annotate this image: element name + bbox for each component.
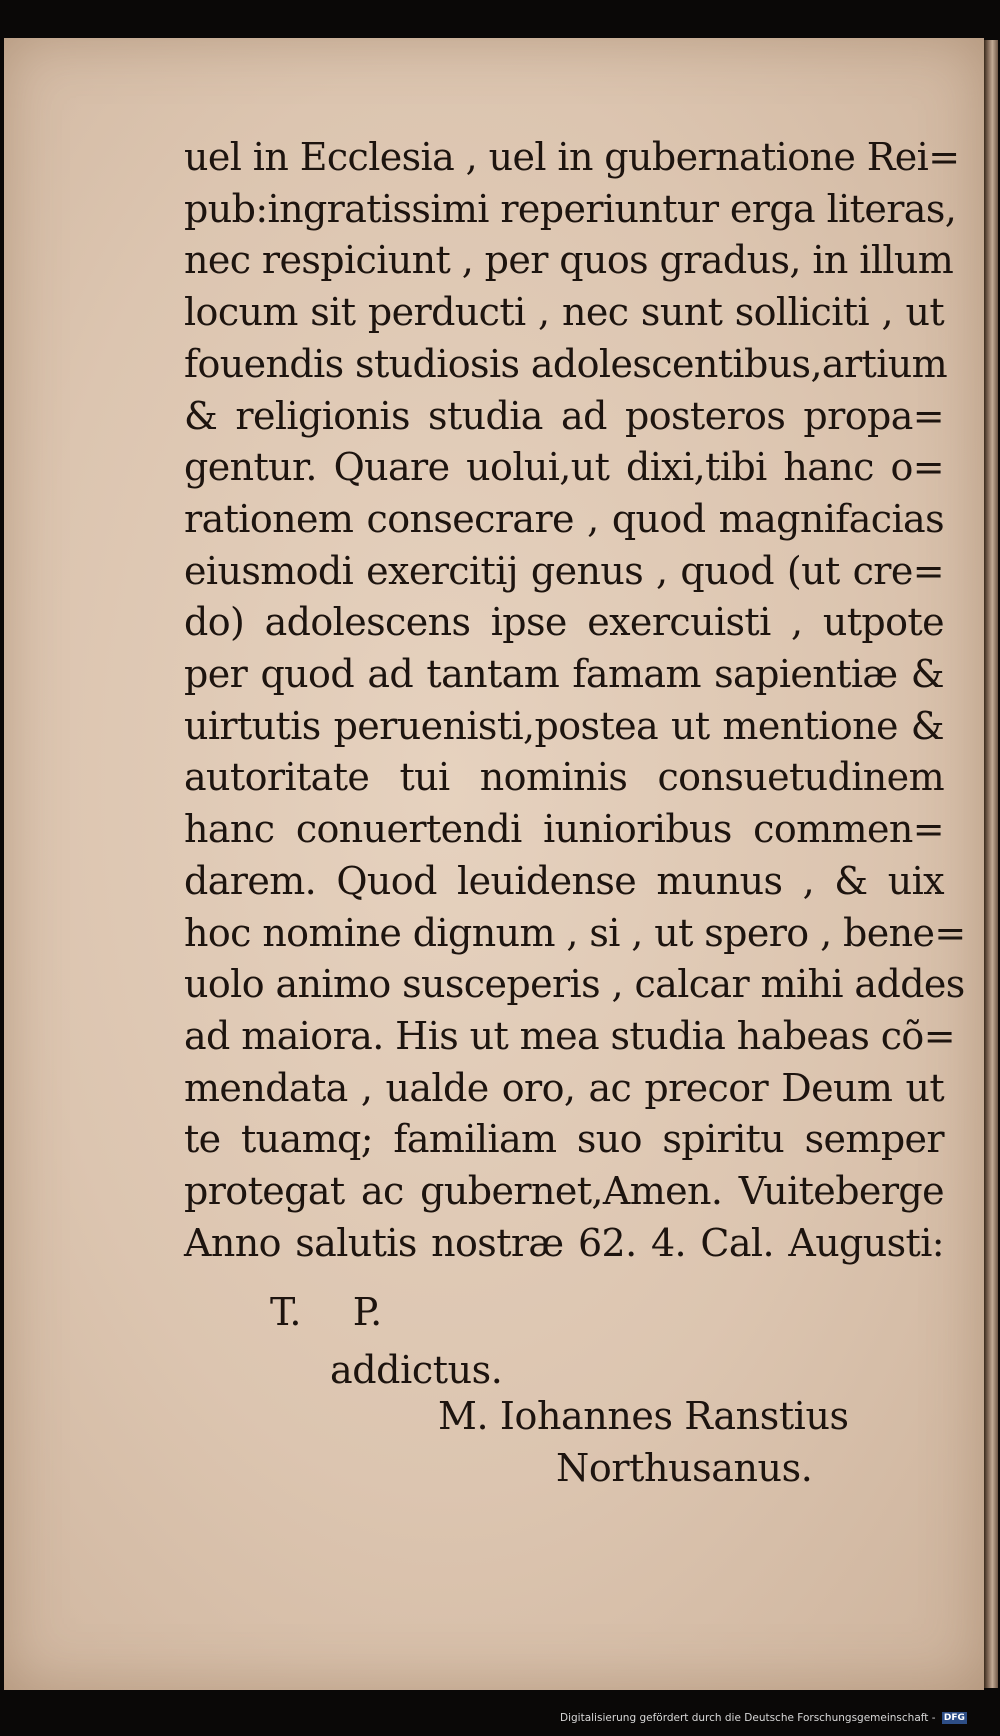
text-line: pub:ingratissimi reperiuntur erga literas, [184, 186, 957, 231]
body-text [184, 132, 966, 1269]
text-line: uel in Ecclesia , uel in gubernatione Rei= [184, 135, 960, 179]
text-line: & religionis studia ad posteros propa= [184, 393, 944, 438]
text-line: per quod ad tantam famam sapientiæ & [184, 652, 944, 697]
footer-credit: Digitalisierung gefördert durch die Deutsche Forschungsgemeinschaft - [560, 1712, 936, 1724]
text-line: rationem consecrare , quod magnifacias [184, 496, 944, 541]
page-edge [984, 40, 998, 1688]
dfg-logo-icon: DFG [943, 1713, 965, 1723]
text-line: eiusmodi exercitij genus , quod (ut cre= [184, 548, 944, 593]
text-line: ad maiora. His ut mea studia habeas cõ= [184, 1013, 955, 1058]
text-line: gentur. Quare uolui,ut dixi,tibi hanc o= [184, 445, 944, 490]
text-line: nec respiciunt , per quos gradus, in illum [184, 238, 954, 283]
signature-place: Northusanus. [556, 1446, 813, 1490]
text-line: mendata , ualde oro, ac precor Deum ut [184, 1065, 944, 1110]
text-line: darem. Quod leuidense munus , & uix [184, 858, 944, 903]
text-line: locum sit perducti , nec sunt solliciti , ut [184, 290, 944, 335]
signature-name: M. Iohannes Ranstius [438, 1394, 849, 1438]
text-line: uolo animo susceperis , calcar mihi addes [184, 962, 965, 1007]
digitization-footer [560, 1712, 967, 1724]
text-line: Anno salutis nostræ 62. 4. Cal. Augusti: [184, 1220, 944, 1265]
text-line: do) adolescens ipse exercuisti , utpote [184, 600, 944, 645]
text-line: hoc nomine dignum , si , ut spero , bene= [184, 910, 966, 955]
text-line: autoritate tui nominis consuetudinem [184, 755, 944, 800]
signature-initials: T. P. [270, 1290, 382, 1334]
text-line: protegat ac gubernet,Amen. Vuiteberge [184, 1169, 944, 1214]
text-line: uirtutis peruenisti,postea ut mentione & [184, 703, 944, 748]
text-line: te tuamq; familiam suo spiritu semper [184, 1117, 944, 1162]
text-line: hanc conuertendi iunioribus commen= [184, 807, 944, 852]
signature-addictus: addictus. [330, 1348, 503, 1392]
text-line: fouendis studiosis adolescentibus,artium [184, 341, 948, 386]
